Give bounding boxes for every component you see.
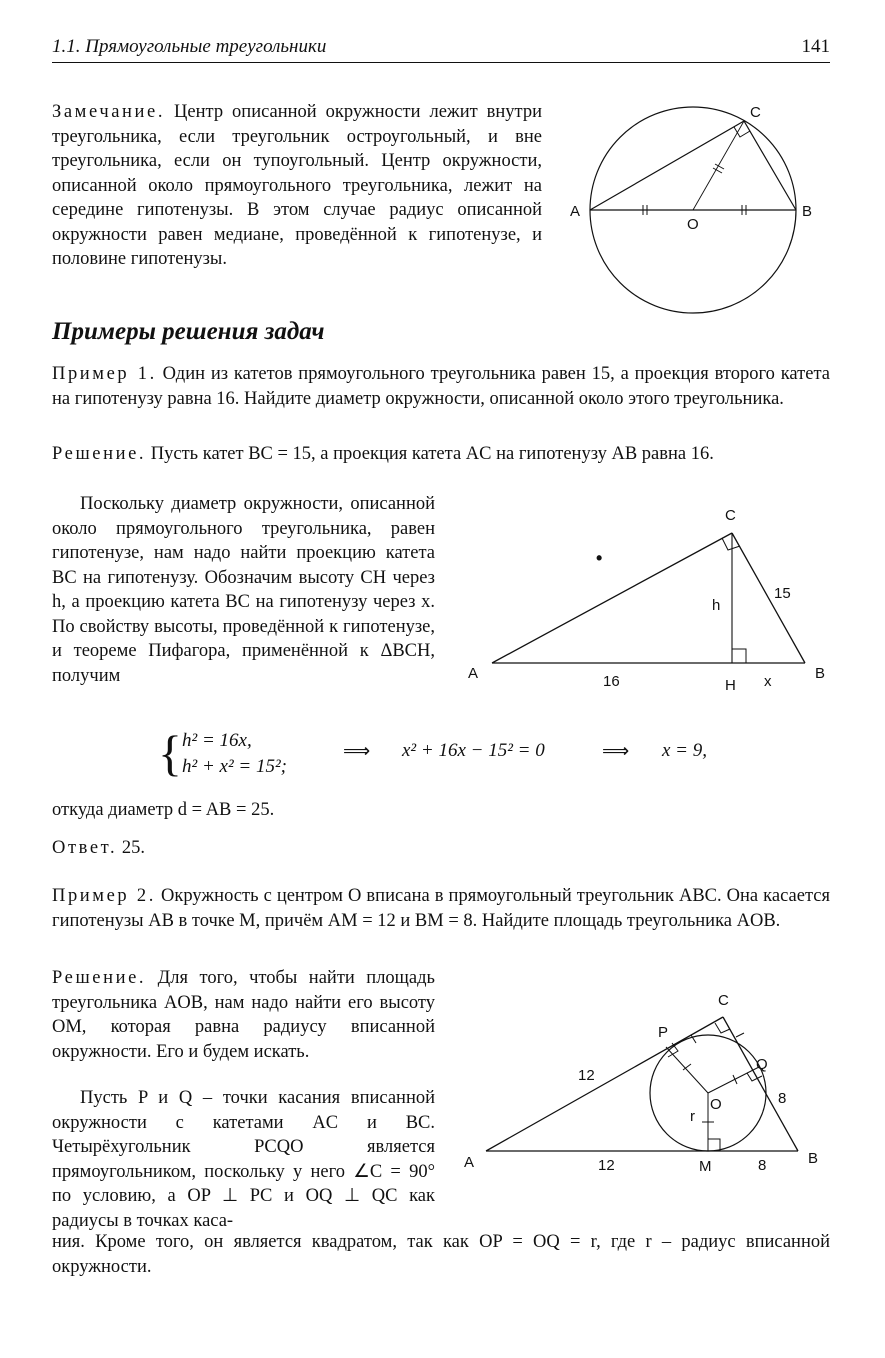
example1-label: Пример 1. <box>52 364 157 384</box>
root-result: x = 9, <box>662 740 708 761</box>
example1-solution <box>52 442 830 467</box>
example2-label: Пример 2. <box>52 886 156 906</box>
label-c: C <box>718 992 729 1009</box>
label-r: r <box>690 1108 695 1125</box>
tick-oc-2 <box>715 164 724 169</box>
label-q: Q <box>756 1056 768 1073</box>
figure-altitude-triangle <box>460 500 840 695</box>
label-b: B <box>802 203 813 220</box>
right-angle-mark-c <box>734 127 750 137</box>
example1-solution-label: Решение. <box>52 444 147 464</box>
answer-label: Ответ. <box>52 838 118 858</box>
label-o: O <box>687 216 699 233</box>
answer-value: 25. <box>117 838 145 858</box>
example2-solution-text: Для того, чтобы найти площадь треугольника AOB, нам надо найти его высоту OM, которая равна радиусу вписанной окружности. Его и будем искать. <box>52 968 435 1062</box>
label-mb-length: 8 <box>758 1157 767 1174</box>
example2-paragraph2-tail: ния. Кроме того, он является квадратом, так как OP = OQ = r, где r – радиус вписанной окружности. <box>52 1232 830 1277</box>
example2-solution <box>52 966 435 1064</box>
page-header <box>52 34 830 64</box>
section-title: 1.1. Прямоугольные треугольники <box>52 36 327 57</box>
example2-text: Окружность с центром O вписана в прямоугольный треугольник ABC. Она касается гипотенузы AB в точке M, причём AM = 12 и BM = 8. Найдите площадь треугольника AOB. <box>52 886 830 931</box>
label-bq-length: 8 <box>778 1090 787 1107</box>
implies-arrow-1: ⟹ <box>343 741 371 762</box>
examples-heading: Примеры решения задач <box>52 318 325 345</box>
label-a: A <box>464 1154 475 1171</box>
example1-solution-text: Пусть катет BC = 15, а проекция катета AC на гипотенузу AB равна 16. <box>146 444 714 464</box>
side-bc <box>732 533 805 663</box>
label-bc-length: 15 <box>774 585 791 602</box>
side-ac <box>492 533 732 663</box>
example1-paragraph2: Поскольку диаметр окружности, описанной около прямоугольного треугольника, равен гипотенузе, нам надо найти проекцию катета BC на гипотенузу. Обозначим высоту CH через h, а проекцию катета BC на гипотенузу через x. По свойству высоты, проведённой к гипотенузе, и теореме Пифагора, применённой к ΔBCH, получим <box>52 494 435 686</box>
right-angle-mark-m <box>708 1139 720 1151</box>
right-angle-mark-h <box>732 649 746 663</box>
remark-paragraph <box>52 100 542 272</box>
label-hb-length: x <box>764 673 772 690</box>
label-h-segment: h <box>712 597 721 614</box>
label-c: C <box>750 104 761 121</box>
tick-cq <box>736 1033 744 1037</box>
example2-solution-label: Решение. <box>52 968 147 988</box>
label-b: B <box>815 665 826 682</box>
side-bc <box>744 121 796 210</box>
label-c: C <box>725 507 736 524</box>
header-rule <box>52 62 830 63</box>
quadratic-equation: x² + 16x − 15² = 0 <box>402 740 545 761</box>
figure-circumcircle <box>560 95 830 320</box>
side-ac <box>486 1017 723 1151</box>
example1-answer <box>52 836 652 861</box>
figure-incircle <box>458 985 838 1185</box>
system-line2: h² + x² = 15²; <box>182 756 287 777</box>
page-number: 141 <box>801 36 830 57</box>
label-ah-length: 16 <box>603 673 620 690</box>
label-m: M <box>699 1158 712 1175</box>
system-line1: h² = 16x, <box>182 730 252 751</box>
remark-label: Замечание. <box>52 102 166 122</box>
side-bc <box>723 1017 798 1151</box>
label-ap-length: 12 <box>578 1067 595 1084</box>
label-am-length: 12 <box>598 1157 615 1174</box>
label-o: O <box>710 1096 722 1113</box>
example1-statement <box>52 362 830 411</box>
label-a: A <box>468 665 479 682</box>
label-b: B <box>808 1150 819 1167</box>
right-angle-mark-c <box>722 538 740 550</box>
example2-paragraph2: Пусть P и Q – точки касания вписанной окружности с катетами AC и BC. Четырёхугольник PCQO является прямоугольником, поскольку у него ∠C = 90° по условию, а OP ⊥ PC и OQ ⊥ QC как радиусы в точках каса- <box>52 1088 435 1231</box>
label-a: A <box>570 203 581 220</box>
remark-text: Центр описанной окружности лежит внутри треугольника, если треугольник остроугольный, и вне треугольника, если он тупоугольный. Центр окружности, описанной около прямоугольного треугольника, лежит на середине гипотенузы. В этом случае радиус описанной окружности равен медиане, проведённой к гипотенузе, и половине гипотенузы. <box>52 102 542 269</box>
implies-arrow-2: ⟹ <box>602 741 630 762</box>
diameter-line: откуда диаметр d = AB = 25. <box>52 800 275 820</box>
example2-statement <box>52 884 830 933</box>
example1-text: Один из катетов прямоугольного треугольника равен 15, а проекция второго катета на гипотенузу равна 16. Найдите диаметр окружности, описанной около этого треугольника. <box>52 364 830 409</box>
label-h: H <box>725 677 736 694</box>
label-p: P <box>658 1024 669 1041</box>
side-ac <box>590 121 744 210</box>
system-brace: { <box>158 725 182 781</box>
stray-mark: • <box>596 548 603 568</box>
